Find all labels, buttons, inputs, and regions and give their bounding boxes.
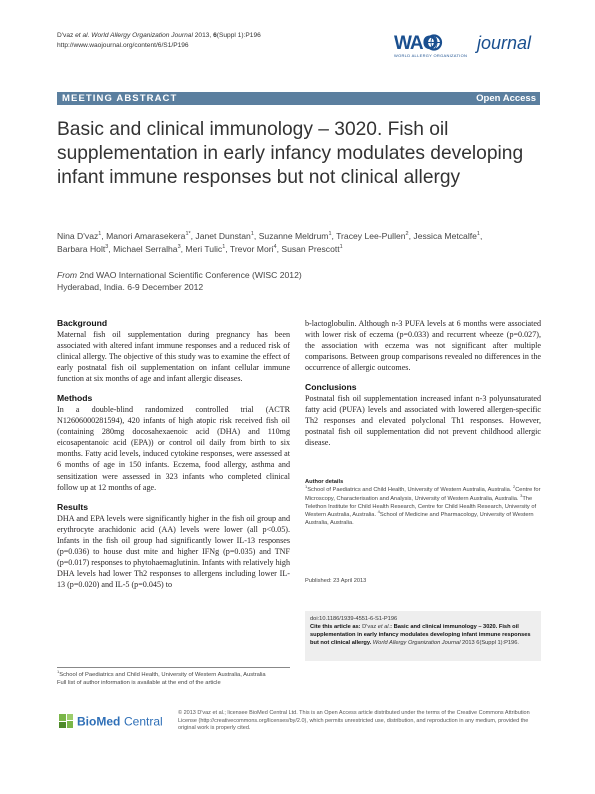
author[interactable]: Nina D'vaz$^1$ [57,231,102,241]
conference-info: From 2nd WAO International Scientific Conference (WISC 2012) Hyderabad, India. 6-9 December 2012 [57,270,302,293]
biomed-central-mark-icon [59,714,73,728]
author[interactable]: Manori Amarasekera$^{1*}$ [106,231,191,241]
citation-box [305,611,541,661]
author-details [305,478,541,528]
copyright-notice: © 2013 D'vaz et al.; licensee BioMed Central Ltd. This is an Open Access article distributed under the terms of the Creative Commons Attribution License (http://creativecommons.org/licenses/by/2.0), which permits unrestricted use, distribution, and reproduction in any medium, provided the original work is properly cited. [178,710,530,732]
section-text-results-cont: b-lactoglobulin. Although n-3 PUFA levels at 6 months were associated with lower risk of eczema (p=0.033) and recurrent wheeze (p=0.027), the association with eczema was not significant after multiple comparisons. Between group comparisons revealed no differences in the occurrence of allergic outcomes. [305,319,541,373]
author[interactable]: Tracey Lee-Pullen$^2$ [336,231,409,241]
author[interactable]: Jessica Metcalfe$^1$ [413,231,480,241]
published-date: Published: 23 April 2013 [305,578,367,584]
body-column-right [305,318,541,448]
wao-journal-logo [393,30,543,60]
section-heading-results: Results [57,501,89,512]
central-word: Central [124,714,163,729]
section-text-background: Maternal fish oil supplementation during pregnancy has been associated with altered infant immune responses and a reduced risk of clinical allergy. The objective of this study was to examine the effect of early postnatal fish oil supplementation on infant cellular immune function at six months of age and infant allergic diseases. [57,330,290,384]
section-text-methods: In a double-blind randomized controlled trial (ACTR N12606000281594), 420 infants of high atopic risk received fish oil (containing 280mg docosahexaenoic acid (DHA) and 110mg eicosapentanoic acid (EPA)) or control oil daily from birth to six months. Fatty acid levels, induced cytokine responses, were assessed at 6 months of age in 150 infants. Eczema, food allergy, asthma and sensitization were assessed in 323 infants who completed clinical follow up at 12 months of age. [57,405,290,492]
biomed-central-logo [57,712,169,730]
author[interactable]: Barbara Holt$^3$ [57,243,109,254]
running-head [57,31,261,50]
section-heading-methods: Methods [57,393,93,404]
section-heading-background: Background [57,318,108,328]
article-type-label: MEETING ABSTRACT [62,93,178,104]
open-access-label: Open Access [476,93,536,104]
author[interactable]: Janet Dunstan$^1$ [195,231,254,241]
author[interactable]: Susan Prescott$^1$ [281,243,343,254]
footnote-divider [57,667,290,668]
biomed-word: BioMed [77,714,121,729]
section-heading-conclusions: Conclusions [305,382,357,393]
citation-line: D'vaz et al. World Allergy Organization Journal 2013, 6(Suppl 1):P196 [57,32,261,39]
author[interactable]: Michael Serralha$^3$ [113,243,181,254]
section-text-results: DHA and EPA levels were significantly higher in the fish oil group and erythrocyte arachidonic acid (AA) levels were lower (all p<0.05). Infants in the fish oil group had significantly lower IL-13 responses (p=0.036) to house dust mite and higher IFNg (p=0.035) and TNF (p=0.017) responses to phytohaemaglutinin. Infants with relatively high DHA levels had lower Th2 responses to allergens including lower IL-13 (p=0.020) and IL-5 (p=0.045) to [57,513,290,589]
author[interactable]: Suzanne Meldrum$^1$ [258,231,332,241]
article-title: Basic and clinical immunology – 3020. Fish oil supplementation in early infancy modulates developing infant immune responses but not clinical allergy [57,119,524,188]
wao-mark: WAO [394,33,437,54]
author[interactable]: Meri Tulic$^1$ [185,243,226,254]
section-text-conclusions: Postnatal fish oil supplementation increased infant n-3 polyunsaturated fatty acid (PUFA) levels and associated with lowered allergen-specific Th2 responses and elevated polyclonal Th1 responses. However, postnatal fish oil supplementation did not prevent childhood allergic disease. [305,394,541,448]
author[interactable]: Trevor Mori$^4$ [229,243,277,254]
footnote: $^1$School of Paediatrics and Child Health, University of Western Australia, Australia Full list of author information is available at the end of the article [57,669,266,686]
affiliations: $^1$School of Paediatrics and Child Health, University of Western Australia, Australia. $^2$Centre for Microscopy, Characterisation and Analysis, University of Western Australia, Australia. $^3$The Telethon Institute for Child Health Research, Centre for Child Health Research, University of Western Australia, Australia. $^4$School of Medicine and Pharmacology, University of Western Australia, Australia. [305,484,541,527]
author-list: Nina D'vaz$^1$, Manori Amarasekera$^{1*}$, Janet Dunstan$^1$, Suzanne Meldrum$^1$, Tracey Lee-Pullen$^2$, Jessica Metcalfe$^1$, Barbara Holt$^3$, Michael Serralha$^3$, Meri Tulic$^1$, Trevor Mori$^4$, Susan Prescott$^1$ [57,231,483,254]
doi-link[interactable]: doi:10.1186/1939-4551-6-S1-P196 [310,616,398,622]
article-type-banner [57,92,540,105]
cite-text: Cite this article as: D'vaz et al.: Basic and clinical immunology – 3020. Fish oil supplementation in early infancy modulates developing infant immune responses but not clinical allergy. World Allergy Organization Journal 2013 6(Suppl 1):P196. [310,624,531,647]
body-column-left [57,318,290,590]
journal-word: journal [477,33,532,53]
article-url[interactable]: http://www.waojournal.org/content/6/S1/P196 [57,41,189,49]
wao-tagline: WORLD ALLERGY ORGANIZATION [394,53,468,58]
author-details-heading: Author details [305,479,344,485]
